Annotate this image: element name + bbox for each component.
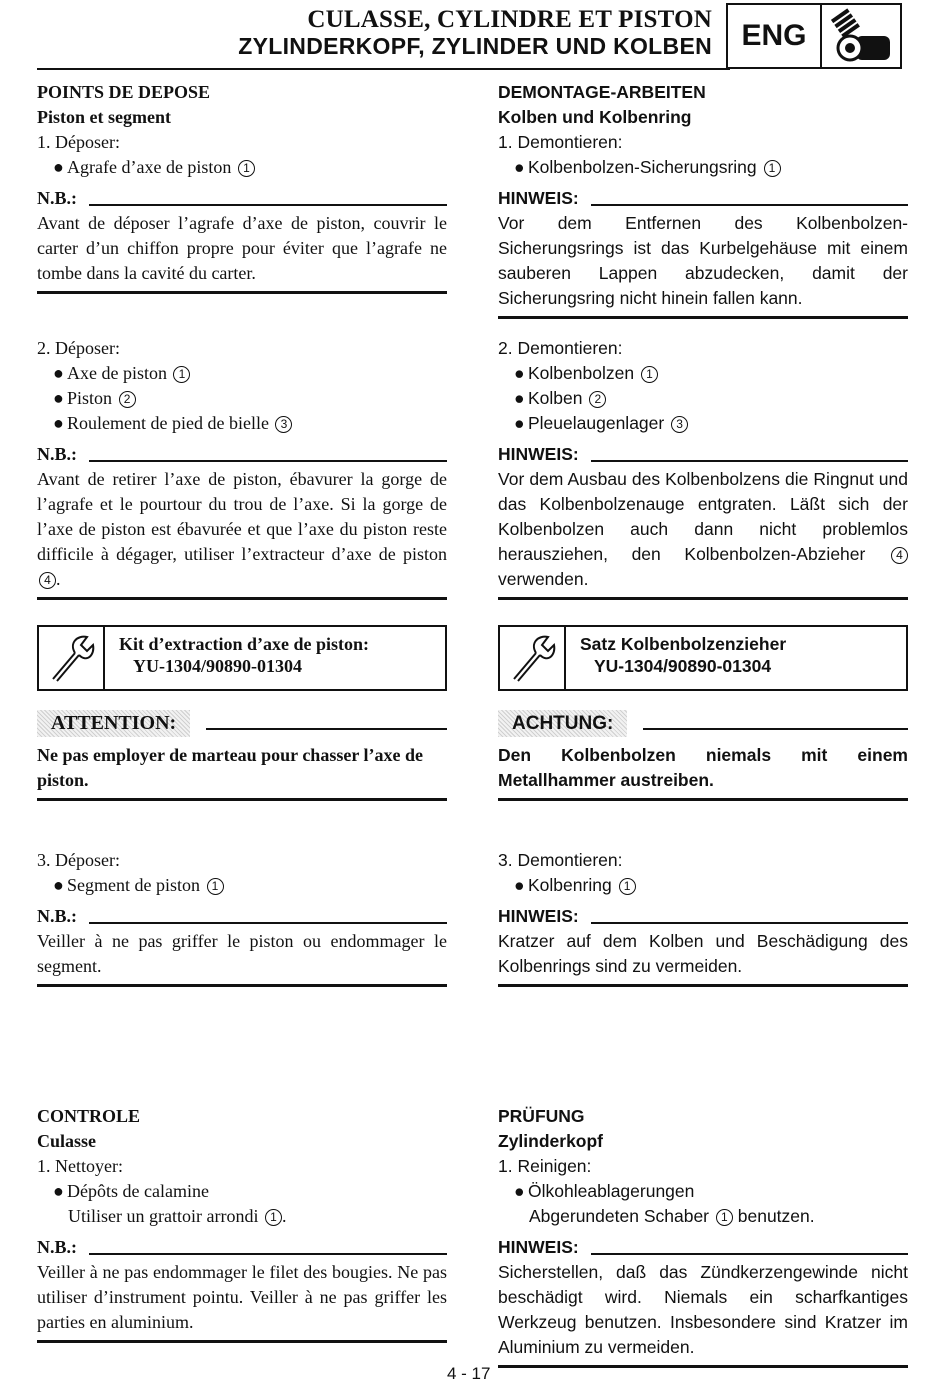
de-note-end-rule	[498, 597, 908, 600]
de-section-removal	[498, 80, 908, 319]
de-note: Vor dem Entfernen des Kolbenbolzen-Sicherungsrings ist das Kurbelgehäuse mit einem sauberen Lappen abzudecken, damit der Sicherungsring nicht hinein fallen kann.	[498, 213, 908, 308]
de-note-end-rule	[498, 1365, 908, 1368]
fr-bullet: ● Agrafe d’axe de piston 1	[37, 155, 447, 180]
de-bullet: ● Kolben 2	[498, 386, 908, 411]
fr-note: Avant de retirer l’axe de piston, ébavurer la gorge de l’agrafe et le pourtour du trou de l’axe. Si la gorge de l’axe de piston est ébavurée et que l’axe du piston reste difficile à dégager, utiliser l’extracteur d’axe de piston 4 .	[37, 469, 447, 589]
de-tool-name: Satz Kolbenbolzenzieher	[580, 634, 787, 654]
de-hinweis: HINWEIS:	[498, 442, 908, 467]
de-note-end-rule	[498, 984, 908, 987]
fr-heading: CONTROLE	[37, 1106, 141, 1126]
de-subheading: Zylinderkopf	[498, 1131, 604, 1151]
special-tool-icon	[39, 627, 105, 689]
de-hinweis: HINWEIS:	[498, 1235, 908, 1260]
fr-step: 3. Déposer:	[37, 850, 120, 870]
de-step: 2. Demontieren:	[498, 338, 623, 358]
fr-note: Avant de déposer l’agrafe d’axe de piston, couvrir le carter d’un chiffon propre pour éviter que l’agrafe ne tombe dans la cavité du carter.	[37, 213, 447, 283]
title-fr: CULASSE, CYLINDRE ET PISTON	[307, 6, 712, 33]
fr-indent-text: Utiliser un grattoir arrondi 1 .	[68, 1206, 287, 1226]
page-number: 4 - 17	[447, 1364, 491, 1383]
fr-attention-block	[37, 710, 447, 801]
de-bullet: ● Ölkohleablagerungen	[514, 1181, 695, 1201]
de-subheading: Kolben und Kolbenring	[498, 107, 692, 127]
fr-nb: N.B.:	[37, 904, 447, 929]
de-bullet: ● Pleuelaugenlager 3	[498, 411, 908, 436]
header-rule	[37, 68, 730, 70]
section-badge	[726, 3, 902, 69]
fr-note-end-rule	[37, 1340, 447, 1343]
title-de: ZYLINDERKOPF, ZYLINDER UND KOLBEN	[238, 33, 712, 59]
fr-note: Veiller à ne pas endommager le filet des bougies. Ne pas utiliser d’instrument pointu. Veiller à ne pas griffer les parties en aluminium.	[37, 1262, 447, 1332]
de-indent-text: Abgerundeten Schaber 1 benutzen.	[529, 1206, 815, 1226]
fr-section-removal	[37, 80, 447, 294]
fr-special-tool-box	[37, 625, 447, 691]
fr-bullet: ● Axe de piston 1	[37, 361, 447, 386]
de-special-tool-box	[498, 625, 908, 691]
fr-step: 2. Déposer:	[37, 338, 120, 358]
special-tool-icon	[500, 627, 566, 689]
eng-label: ENG	[728, 5, 822, 67]
fr-step: 1. Nettoyer:	[37, 1156, 123, 1176]
fr-nb: N.B.:	[37, 1235, 447, 1260]
fr-attention-label: ATTENTION:	[37, 710, 190, 737]
de-note: Kratzer auf dem Kolben und Beschädigung des Kolbenrings sind zu vermeiden.	[498, 931, 908, 976]
fr-note-end-rule	[37, 984, 447, 987]
page-header-title	[238, 6, 712, 60]
de-attention-text: Den Kolbenbolzen niemals mit einem Metallhammer austreiben.	[498, 745, 908, 790]
de-heading: PRÜFUNG	[498, 1106, 585, 1126]
de-hinweis: HINWEIS:	[498, 904, 908, 929]
fr-section-step3	[37, 848, 447, 987]
fr-note-end-rule	[37, 597, 447, 600]
fr-nb: N.B.:	[37, 186, 447, 211]
fr-bullet: ● Roulement de pied de bielle 3	[37, 411, 447, 436]
fr-attention-rule	[37, 798, 447, 801]
fr-note-end-rule	[37, 291, 447, 294]
de-note-end-rule	[498, 316, 908, 319]
de-bullet: ● Kolbenbolzen-Sicherungsring 1	[498, 155, 908, 180]
fr-note: Veiller à ne pas griffer le piston ou endommager le segment.	[37, 931, 447, 976]
de-step: 1. Reinigen:	[498, 1156, 592, 1176]
fr-step: 1. Déposer:	[37, 132, 120, 152]
fr-bullet: ● Dépôts de calamine	[53, 1181, 209, 1201]
de-section-step2	[498, 336, 908, 600]
de-step: 3. Demontieren:	[498, 850, 623, 870]
de-attention-block	[498, 710, 908, 801]
de-bullet: ● Kolbenbolzen 1	[498, 361, 908, 386]
fr-bullet: ● Piston 2	[37, 386, 447, 411]
de-heading: DEMONTAGE-ARBEITEN	[498, 82, 706, 102]
fr-nb: N.B.:	[37, 442, 447, 467]
fr-bullet: ● Segment de piston 1	[37, 873, 447, 898]
fr-subheading: Culasse	[37, 1131, 97, 1151]
de-tool-number: YU-1304/90890-01304	[594, 656, 772, 676]
de-section-step3	[498, 848, 908, 987]
fr-section-inspection	[37, 1104, 447, 1343]
fr-section-step2	[37, 336, 447, 600]
de-note: Vor dem Ausbau des Kolbenbolzens die Ringnut und das Kolbenbolzenauge entgraten. Läßt sich der Kolbenbolzen auch dann nicht problemlos herausziehen, den Kolbenbolzen-Abzieher 4 verwenden.	[498, 469, 908, 589]
fr-subheading: Piston et segment	[37, 107, 171, 127]
de-step: 1. Demontieren:	[498, 132, 623, 152]
de-hinweis: HINWEIS:	[498, 186, 908, 211]
de-note: Sicherstellen, daß das Zündkerzengewinde nicht beschädigt wird. Niemals ein scharfkantiges Werkzeug benutzen. Insbesondere sind Kratzer im Aluminium zu vermeiden.	[498, 1262, 908, 1357]
de-attention-label: ACHTUNG:	[498, 710, 627, 737]
fr-heading: POINTS DE DEPOSE	[37, 82, 211, 102]
engine-wrench-icon	[822, 5, 900, 67]
fr-tool-name: Kit d’extraction d’axe de piston:	[119, 634, 369, 654]
de-attention-rule	[498, 798, 908, 801]
de-bullet: ● Kolbenring 1	[498, 873, 908, 898]
de-section-inspection	[498, 1104, 908, 1368]
fr-tool-number: YU-1304/90890-01304	[133, 656, 302, 676]
fr-attention-text: Ne pas employer de marteau pour chasser l’axe de piston.	[37, 745, 423, 790]
